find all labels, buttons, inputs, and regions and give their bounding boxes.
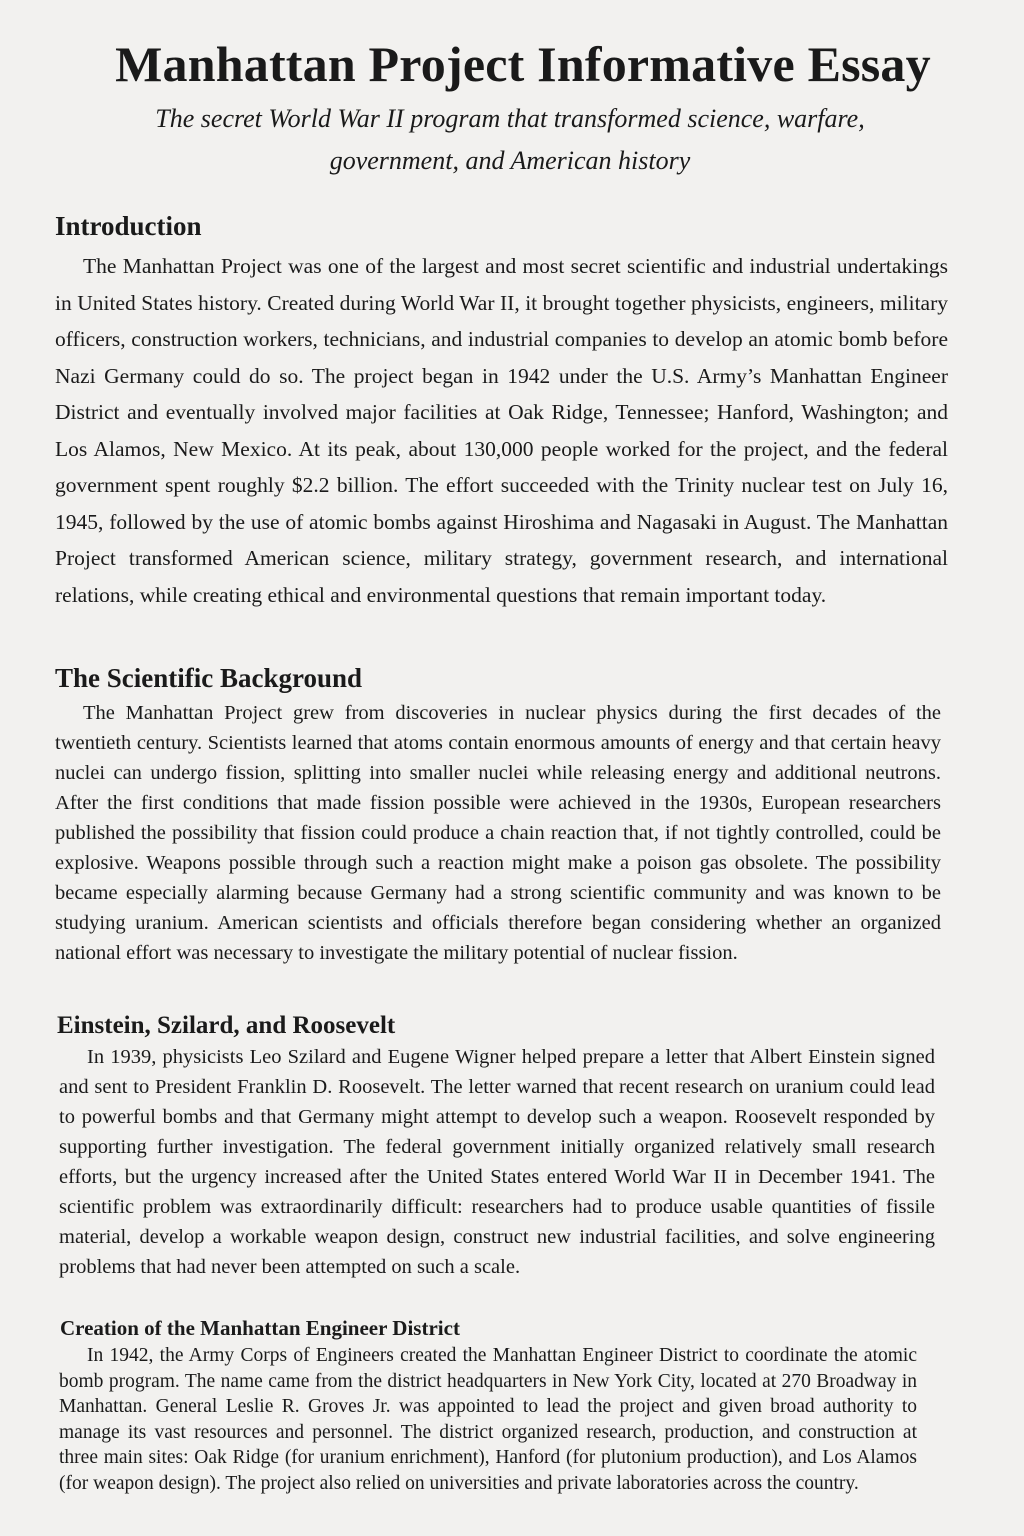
section-heading-einstein-szilard-roosevelt: Einstein, Szilard, and Roosevelt [57, 1012, 396, 1039]
section-body-scientific-background: The Manhattan Project grew from discoveries in nuclear physics during the first decades of the twentieth century. Scientists learned that atoms contain enormous amounts of energy and that certain heavy nuclei can undergo fission, splitting into smaller nuclei while releasing energy and additional neutrons. After the first conditions that made fission possible were achieved in the 1930s, European researchers published the possibility that fission could produce a chain reaction that, if not tightly controlled, could be explosive. Weapons possible through such a reaction might make a poison gas obsolete. The possibility became especially alarming because Germany had a strong scientific community and was known to be studying uranium. American scientists and officials therefore began considering whether an organized national effort was necessary to investigate the military potential of nuclear fission. [55, 702, 941, 964]
page-subtitle: The secret World War II program that transformed science, warfare, government, and American history [155, 104, 865, 175]
section-heading-manhattan-engineer-district: Creation of the Manhattan Engineer District [60, 1316, 460, 1340]
section-body-einstein-szilard-roosevelt: In 1939, physicists Leo Szilard and Eugene Wigner helped prepare a letter that Albert Einstein signed and sent to President Franklin D. Roosevelt. The letter warned that recent research on uranium could lead to powerful bombs and that Germany might attempt to develop such a weapon. Roosevelt responded by supporting further investigation. The federal government initially organized relatively small research efforts, but the urgency increased after the United States entered World War II in December 1941. The scientific problem was extraordinarily difficult: researchers had to produce usable quantities of fissile material, develop a workable weapon design, construct new industrial facilities, and solve engineering problems that had never been attempted on such a scale. [59, 1046, 935, 1278]
section-body-introduction: The Manhattan Project was one of the largest and most secret scientific and industrial undertakings in United States history. Created during World War II, it brought together physicists, engineers, military officers, construction workers, technicians, and industrial companies to develop an atomic bomb before Nazi Germany could do so. The project began in 1942 under the U.S. Army’s Manhattan Engineer District and eventually involved major facilities at Oak Ridge, Tennessee; Hanford, Washington; and Los Alamos, New Mexico. At its peak, about 130,000 people worked for the project, and the federal government spent roughly $2.2 billion. The effort succeeded with the Trinity nuclear test on July 16, 1945, followed by the use of atomic bombs against Hiroshima and Nagasaki in August. The Manhattan Project transformed American science, military strategy, government research, and international relations, while creating ethical and environmental questions that remain important today. [55, 254, 948, 607]
section-heading-introduction: Introduction [55, 211, 202, 241]
page-title: Manhattan Project Informative Essay [115, 36, 931, 92]
section-heading-scientific-background: The Scientific Background [55, 663, 363, 693]
section-body-manhattan-engineer-district: In 1942, the Army Corps of Engineers created the Manhattan Engineer District to coordinate the atomic bomb program. The name came from the district headquarters in New York City, located at 270 Broadway in Manhattan. General Leslie R. Groves Jr. was appointed to lead the project and given broad authority to manage its vast resources and personnel. The district organized research, production, and construction at three main sites: Oak Ridge (for uranium enrichment), Hanford (for plutonium production), and Los Alamos (for weapon design). The project also relied on universities and private laboratories across the country. [59, 1345, 917, 1494]
